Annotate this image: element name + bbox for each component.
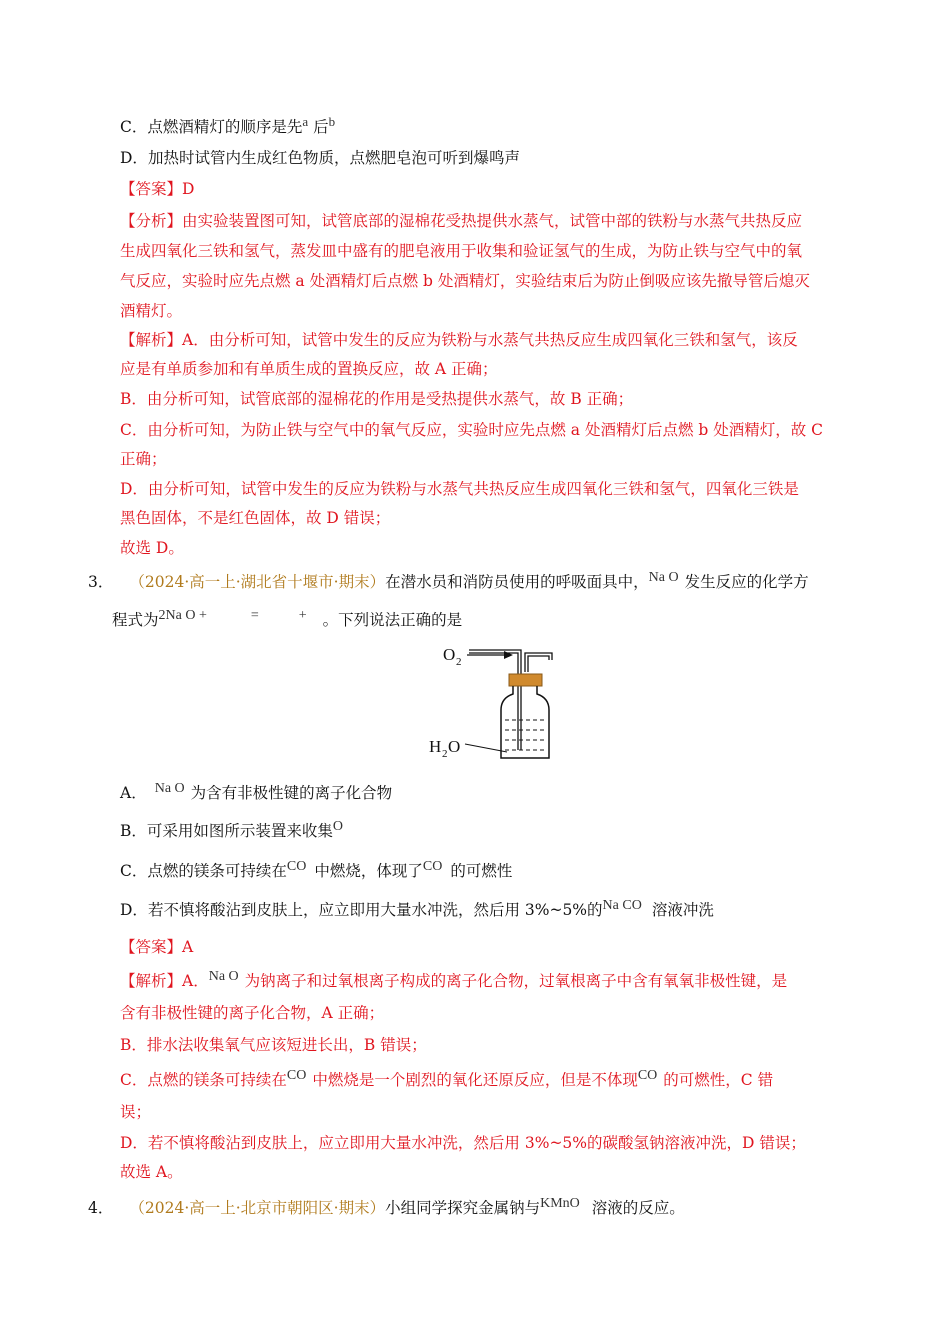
formula-na2o2: Na O [154, 781, 185, 796]
answer-value: D [182, 180, 195, 198]
option-c-prev [120, 116, 335, 139]
svg-text:2: 2 [442, 748, 448, 760]
q3-stem-line-2: 程式为2Na O + = + 。下列说法正确的是 [112, 608, 463, 629]
explain-prev-line-2: 应是有单质参加和有单质生成的置换反应，故 A 正确； [120, 360, 498, 378]
analysis-line-2: 生成四氧化三铁和氢气，蒸发皿中盛有的肥皂液用于收集和验证氢气的生成，为防止铁与空气中的氧 [120, 242, 803, 260]
answer-bracket: 【答案】 [120, 180, 183, 198]
analysis-line-4: 酒精灯。 [120, 302, 183, 320]
q3-option-b: B．可采用如图所示装置来收集O [120, 819, 344, 840]
h2o-label: H [429, 737, 442, 756]
analysis-line-1: 【分析】由实验装置图可知，试管底部的湿棉花受热提供水蒸气，试管中部的铁粉与水蒸气共热反应 [120, 212, 803, 230]
option-text: 点燃酒精灯的顺序是先 [147, 118, 303, 136]
q3-explain-line-3: B．排水法收集氧气应该短进长出，B 错误； [120, 1036, 427, 1054]
option-d-prev [120, 147, 520, 169]
option-label: A． [120, 784, 147, 802]
svg-text:O: O [448, 737, 461, 756]
option-text: 后 [308, 118, 329, 136]
option-label: D． [120, 901, 148, 919]
q3-option-c: C．点燃的镁条可持续在CO 中燃烧，体现了CO 的可燃性 [120, 859, 513, 880]
q3-explain-line-7: 故选 A。 [120, 1163, 183, 1181]
q3-stem-line-1: 3． （2024·高一上·湖北省十堰市·期末）在潜水员和消防员使用的呼吸面具中，Na O 发生反应的化学方 [88, 570, 809, 591]
explain-prev-line-8: 故选 D。 [120, 539, 184, 557]
formula-na2co3: Na CO [602, 898, 642, 913]
answer-value: A [182, 938, 194, 956]
explain-prev-line-5: 正确； [120, 450, 167, 468]
q3-option-d: D．若不慎将酸沾到皮肤上，应立即用大量水冲洗，然后用 3%~5%的Na CO 溶液冲洗 [120, 898, 714, 919]
answer-bracket: 【答案】 [120, 938, 183, 956]
question-source: （2024·高一上·北京市朝阳区·期末） [129, 1199, 386, 1217]
formula-equals: = [250, 608, 259, 623]
question-number: 3． [88, 573, 114, 591]
analysis-bracket: 【分析】 [120, 212, 183, 230]
svg-text:2: 2 [456, 656, 462, 668]
formula-co2: CO [422, 859, 443, 874]
question-number: 4． [88, 1199, 114, 1217]
explain-prev-line-7: 黑色固体，不是红色固体，故 D 错误； [120, 509, 391, 527]
formula-co2: CO [286, 859, 307, 874]
q4-stem: 4． （2024·高一上·北京市朝阳区·期末）小组同学探究金属钠与KMnO 溶液的反应。 [88, 1196, 685, 1217]
q3-explain-line-2: 含有非极性键的离子化合物，A 正确； [120, 1004, 385, 1022]
formula-na2o2: Na O [648, 570, 679, 585]
formula-b: b [328, 114, 336, 129]
q3-option-a: A． Na O 为含有非极性键的离子化合物 [120, 781, 393, 802]
formula-kmno4: KMnO [540, 1196, 580, 1211]
option-label: B． [120, 822, 147, 840]
q3-explain-line-4: C．点燃的镁条可持续在CO 中燃烧是一个剧烈的氧化还原反应，但是不体现CO 的可燃性，C 错 [120, 1068, 774, 1089]
formula-plus: + [298, 608, 307, 623]
formula-co2: CO [637, 1068, 658, 1083]
analysis-line-3: 气反应，实验时应先点燃 a 处酒精灯后点燃 b 处酒精灯，实验结束后为防止倒吸应该先撤导管后熄灭 [120, 272, 810, 290]
q3-explain-line-6: D．若不慎将酸沾到皮肤上，应立即用大量水冲洗，然后用 3%~5%的碳酸氢钠溶液冲洗，D 错误； [120, 1134, 806, 1152]
answer-prev [120, 178, 194, 200]
option-label: C． [120, 118, 148, 136]
q3-explain-line-1: 【解析】A．Na O 为钠离子和过氧根离子构成的离子化合物，过氧根离子中含有氧氧非极性键，是 [120, 969, 788, 990]
o2-label: O [443, 645, 456, 664]
explain-prev-line-3: B．由分析可知，试管底部的湿棉花的作用是受热提供水蒸气，故 B 正确； [120, 390, 634, 408]
option-label: D． [120, 149, 148, 167]
explain-bracket: 【解析】 [120, 331, 183, 349]
explain-prev-line-6: D．由分析可知，试管中发生的反应为铁粉与水蒸气共热反应生成四氧化三铁和氢气，四氧化三铁是 [120, 480, 799, 498]
formula-co2: CO [286, 1068, 307, 1083]
option-label: C． [120, 862, 148, 880]
option-text: 加热时试管内生成红色物质，点燃肥皂泡可听到爆鸣声 [147, 149, 520, 167]
formula-o2: O [332, 819, 344, 834]
explain-bracket: 【解析】 [120, 972, 183, 990]
formula-na2o2: Na O [208, 969, 239, 984]
explain-prev-line-4: C．由分析可知，为防止铁与空气中的氧气反应，实验时应先点燃 a 处酒精灯后点燃 b 处酒精灯，故 C [120, 421, 824, 439]
gas-collection-bottle-figure [425, 640, 585, 770]
formula-a: a [302, 114, 309, 129]
formula-equation-left: 2Na O + [158, 608, 207, 623]
q3-explain-line-5: 误； [120, 1103, 152, 1121]
q3-answer [120, 936, 193, 958]
question-source: （2024·高一上·湖北省十堰市·期末） [129, 573, 386, 591]
explain-prev-line-1: 【解析】A．由分析可知，试管中发生的反应为铁粉与水蒸气共热反应生成四氧化三铁和氢气，该反 [120, 331, 798, 349]
